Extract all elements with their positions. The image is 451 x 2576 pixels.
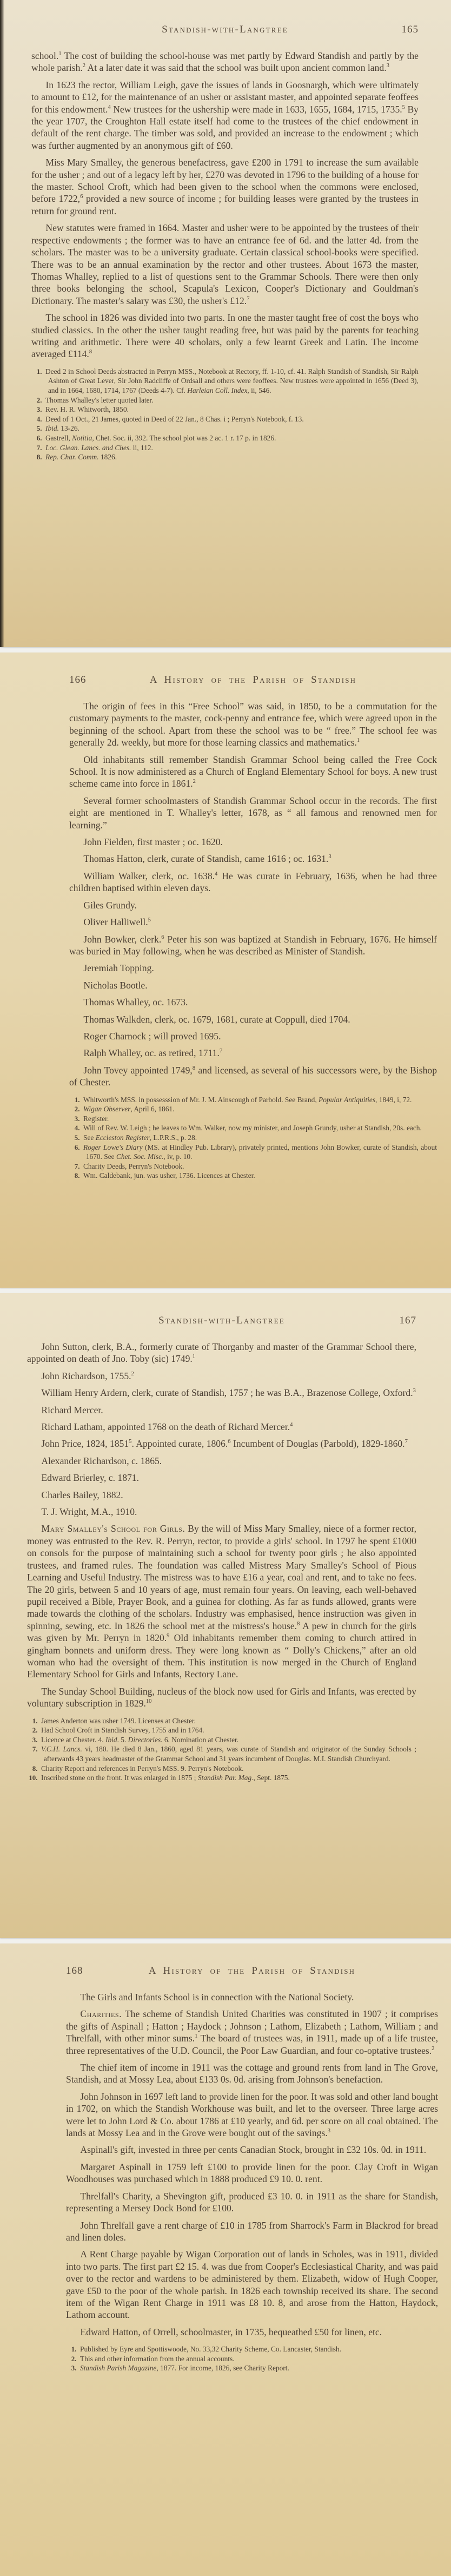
running-title: Standish-with-Langtree (162, 24, 288, 35)
paragraph: T. J. Wright, M.A., 1910. (41, 1506, 137, 1518)
paragraph: A Rent Charge payable by Wigan Corporation out of lands in Scholes, was in 1911, divided into two parts. The first part £2 15. 4. was due from Cooper's Ecclesiastical Charity, and was paid over to the rector and wardens to be administered by them. Elizabeth, widow of Hugh Cooper, gave £50 to the poor of the whole parish. In 1826 each township received its share. The second item of the Wigan Rent Charge in 1911 was £8 10. 8, and arose from the Hatton, Haydock, Lathom account. (66, 2249, 438, 2321)
footnote (27, 1716, 416, 1726)
footnote-text: Charity Deeds, Perryn's Notebook. (83, 1162, 184, 1170)
paragraph: John Price, 1824, 1851$^5$. Appointed curate, 1806.$^6$ Incumbent of Douglas (Parbold), 1829-1860.$^7$ (41, 1438, 408, 1450)
footnote-text: V.C.H. Lancs. vi, 180. He died 8 Jan., 1860, aged 81 years, was curate of Standish and originator of the Sunday Schools ; afterwards 43 years headmaster of the Grammar School and 31 years incumbent of Douglas. M.I. Standish Churchyard. (41, 1745, 416, 1763)
footnotes (69, 1095, 437, 1181)
footnote-number: 2. (32, 1726, 38, 1735)
footnote-number: 7. (74, 1162, 80, 1170)
footnote-text: Roger Lowe's Diary (MS. at Hindley Pub. Library), privately printed, mentions John Bowker, curate of Standish, about 1670. See Chet. Soc. Misc., iv, p. 10. (83, 1143, 437, 1161)
paragraph: Thomas Hatton, clerk, curate of Standish, came 1616 ; oc. 1631.$^3$ (83, 853, 331, 865)
footnote (27, 1735, 416, 1745)
footnote-number: 6. (74, 1143, 80, 1151)
footnote-number: 1. (71, 2345, 77, 2354)
paragraph: The chief item of income in 1911 was the cottage and ground rents from land in The Grove, Standish, and at Mossy Lea, about £133 0s. 0d. arising from Johnson's benefaction. (66, 2062, 438, 2085)
footnote-number: 7. (32, 1745, 38, 1754)
footnote-text: Whitworth's MSS. in possesssion of Mr. J. M. Ainscough of Parbold. See Brand, Popular Antiquities, 1849, i, 72. (83, 1095, 412, 1104)
running-title: A History of the Parish of Standish (149, 674, 357, 686)
footnote-number: 6. (36, 433, 42, 442)
footnote-text: Register. (83, 1114, 109, 1123)
page-number-right: 167 (399, 1315, 416, 1326)
paragraph: Richard Mercer. (41, 1404, 103, 1415)
footnote-number: 3. (71, 2364, 77, 2373)
footnote-number: 1. (36, 367, 42, 375)
page-body (69, 700, 437, 1089)
footnote (69, 1114, 437, 1124)
paragraph: Old inhabitants still remember Standish Grammar School being called the Free Cock School. It is now administered as a Church of England Elementary School for boys. A new trust scheme came into force in 1861.$^2$ (69, 754, 437, 789)
paragraph: John Sutton, clerk, B.A., formerly curate of Thorganby and master of the Grammar School there, appointed on death of Jno. Toby (sic) 1749.$^1$ (27, 1341, 416, 1365)
footnote (31, 443, 419, 453)
footnote-text: Thomas Whalley's letter quoted later. (45, 396, 154, 404)
footnote-text: Loc. Glean. Lancs. and Ches. ii, 112. (45, 443, 153, 452)
page-number-left: 168 (66, 1965, 83, 1977)
footnote-text: Ibid. 13-26. (45, 424, 79, 433)
footnote-number: 1. (32, 1716, 38, 1725)
footnote-number: 5. (36, 424, 42, 433)
footnote (31, 405, 419, 414)
page-body (31, 50, 419, 360)
paragraph: Richard Latham, appointed 1768 on the death of Richard Mercer.$^4$ (41, 1421, 293, 1433)
paragraph: John Bowker, clerk.$^6$ Peter his son was baptized at Standish in February, 1676. He himself was buried in May following, when he was described as Minister of Standish. (69, 933, 437, 957)
paragraph: Margaret Aspinall in 1759 left £100 to provide linen for the poor. Clay Croft in Wigan Woodhouses was purchased which in 1888 produced £9 10. 0. rent. (66, 2161, 438, 2185)
footnote-number: 2. (36, 396, 42, 404)
footnote (69, 1133, 437, 1143)
page-body (66, 1991, 438, 2338)
paragraph: Nicholas Bootle. (83, 979, 148, 991)
page-number-right: 165 (401, 24, 419, 35)
footnote-text: Rep. Char. Comm. 1826. (45, 453, 117, 462)
paragraph: Aspinall's gift, invested in three per cents Canadian Stock, brought in £32 10s. 0d. in 1911. (80, 2144, 427, 2156)
footnote-number: 3. (32, 1735, 38, 1744)
footnote (31, 452, 419, 462)
footnote-text: Had School Croft in Standish Survey, 1755 and in 1764. (41, 1726, 204, 1735)
footnote-number: 8. (32, 1764, 38, 1773)
running-title: A History of the Parish of Standish (148, 1965, 356, 1977)
footnote-number: 2. (71, 2354, 77, 2363)
footnote (31, 367, 419, 396)
footnote (66, 2354, 438, 2364)
paragraph: Jeremiah Topping. (83, 963, 154, 974)
paragraph: Edward Brierley, c. 1871. (41, 1472, 139, 1484)
page-header (69, 674, 437, 686)
page-header (66, 1965, 438, 1977)
paragraph: Alexander Richardson, c. 1865. (41, 1455, 162, 1466)
footnote-text: Licence at Chester. 4. Ibid. 5. Directories. 6. Nomination at Chester. (41, 1735, 239, 1744)
footnote (27, 1764, 416, 1774)
footnote-number: 3. (36, 405, 42, 414)
footnote (27, 1744, 416, 1763)
footnote-text: Deed 2 in School Deeds abstracted in Perryn MSS., Notebook at Rectory, ff. 1-10, cf. 41. Ralph Standish of Standish, Sir Ralph Ashton of Great Lever, Sir John Radcliffe of Ordsall and others were feoffees. New trustees were appointed in 1656 (Deed 3), and in 1664, 1680, 1714, 1767 (Deeds 4-7). Cf. Harleian Coll. Index, ii, 546. (45, 367, 419, 394)
footnote (66, 2344, 438, 2354)
page (0, 1943, 451, 2576)
paragraph: The origin of fees in this “Free School” was said, in 1850, to be a commutation for the customary payments to the master, cock-penny and entrance fee, which were agreed upon in the beginning of the school. Apart from these the school was to be “ free.” The school fee was generally 2d. weekly, but more for those learning classics and mathematics.$^1$ (69, 701, 437, 748)
paragraph: In 1623 the rector, William Leigh, gave the issues of lands in Goosnargh, which were ultimately to amount to £12, for the maintenance of an usher or assistant master, and appointed separate feoffees for this endowment.$^4$ New trustees for the ushership were made in 1633, 1655, 1684, 1715, 1735.$^5$ By the year 1707, the Croughton Hall estate itself had come to the trustees of the chief endowment in default of the rent charge. The timber was sold, and provided an increase to the endowment ; which was further augmented by an anonymous gift of £60. (31, 79, 419, 151)
footnote-number: 4. (74, 1124, 80, 1132)
footnotes (31, 367, 419, 462)
page-header (27, 1315, 416, 1327)
footnote (66, 2363, 438, 2373)
footnote-text: Inscribed stone on the front. It was enlarged in 1875 ; Standish Par. Mag., Sept. 1875. (41, 1774, 290, 1782)
footnote-number: 3. (74, 1114, 80, 1123)
footnotes (27, 1716, 416, 1783)
page (0, 0, 451, 647)
footnote-text: This and other information from the annual accounts. (80, 2354, 235, 2363)
page-number-left: 166 (69, 674, 87, 686)
paragraph: Ralph Whalley, oc. as retired, 1711.$^7$ (83, 1047, 223, 1059)
paragraph: Thomas Whalley, oc. 1673. (83, 997, 188, 1008)
page (0, 653, 451, 1288)
paragraph: William Henry Ardern, clerk, curate of Standish, 1757 ; he was B.A., Brazenose College, Oxford.$^3$ (41, 1387, 416, 1399)
footnote-text: Standish Parish Magazine, 1877. For income, 1826, see Charity Report. (80, 2364, 289, 2373)
footnote (69, 1171, 437, 1181)
paragraph: Several former schoolmasters of Standish Grammar School occur in the records. The first eight are mentioned in T. Whalley's letter, 1678, as “ all famous and renowned men for learning.” (69, 795, 437, 831)
footnote-text: Will of Rev. W. Leigh ; he leaves to Wm. Walker, now my minister, and Joseph Grundy, usher at Standish, 20s. each. (83, 1124, 422, 1132)
footnote (27, 1725, 416, 1735)
footnote (31, 433, 419, 443)
paragraph: Edward Hatton, of Orrell, schoolmaster, in 1735, bequeathed £50 for linen, etc. (80, 2326, 382, 2337)
footnote-number: 8. (36, 453, 42, 462)
paragraph: John Richardson, 1755.$^2$ (41, 1370, 134, 1381)
footnote-number: 10. (29, 1774, 38, 1782)
footnote (31, 396, 419, 405)
footnote (31, 424, 419, 433)
paragraph: Giles Grundy. (83, 899, 137, 911)
paragraph: New statutes were framed in 1664. Master and usher were to be appointed by the trustees of their respective endowments ; the former was to have an entrance fee of 6d. and the latter 4d. from the scholars. The master was to be a university graduate. Certain classical school-books were specified. There was to be an annual examination by the rector and other trustees. About 1673 the master, Thomas Whalley, replied to a list of questions sent to the Grammar Schools. There were then only three books belonging the school, Scapula's Lexicon, Cooper's Dictionary and Gouldman's Dictionary. The master's salary was £30, the usher's £12.$^7$ (31, 222, 419, 306)
footnotes (66, 2344, 438, 2373)
footnote (27, 1773, 416, 1783)
footnote (69, 1143, 437, 1162)
paragraph: school.$^1$ The cost of building the school-house was met partly by Edward Standish and partly by the whole parish.$^2$ At a later date it was said that the school was built upon ancient common land.$^3$ (31, 50, 419, 74)
paragraph: John Threlfall gave a rent charge of £10 in 1785 from Sharrock's Farm in Blackrod for bread and linen doles. (66, 2219, 438, 2243)
paragraph: The school in 1826 was divided into two parts. In one the master taught free of cost the boys who studied classics. In the other the usher taught reading free, but was paid by the parents for teaching writing and arithmetic. There were 40 scholars, only a few learnt Greek and Latin. The income averaged £114.$^8$ (31, 312, 419, 360)
footnote-number: 2. (74, 1105, 80, 1114)
footnote-text: Wm. Caldebank, jun. was usher, 1736. Licences at Chester. (83, 1171, 255, 1180)
paragraph: The Girls and Infants School is in connection with the National Society. (80, 1992, 354, 2002)
footnote-number: 1. (74, 1095, 80, 1104)
footnote-text: Gastrell, Notitia, Chet. Soc. ii, 392. The school plot was 2 ac. 1 r. 17 p. in 1826. (45, 433, 276, 442)
footnote-text: Deed of 1 Oct., 21 James, quoted in Deed of 22 Jan., 8 Chas. i ; Perryn's Notebook, f. 13. (45, 414, 304, 423)
footnote-text: Wigan Observer, April 6, 1861. (83, 1105, 175, 1114)
paragraph: Thomas Walkden, clerk, oc. 1679, 1681, curate at Coppull, died 1704. (83, 1013, 350, 1025)
footnote (69, 1095, 437, 1105)
paragraph: John Tovey appointed 1749,$^8$ and licensed, as several of his successors were, by the Bishop of Chester. (69, 1064, 437, 1088)
paragraph: Oliver Halliwell.$^5$ (83, 917, 151, 928)
paragraph: Roger Charnock ; will proved 1695. (83, 1030, 221, 1042)
page (0, 1293, 451, 1938)
footnote-text: Charity Report and references in Perryn's MSS. 9. Perryn's Notebook. (41, 1764, 244, 1773)
footnote (69, 1123, 437, 1133)
footnote (69, 1162, 437, 1171)
footnote-text: James Anderton was usher 1749. Licenses at Chester. (41, 1716, 196, 1725)
footnote-text: Rev. H. R. Whitworth, 1850. (45, 405, 129, 414)
paragraph: John Johnson in 1697 left land to provide linen for the poor. It was sold and other land bought in 1702, on which the Standish Workhouse was built, and let to the overseer. Three large acres were let to John Lord & Co. about 1786 at £10 yearly, and 6d. per score on all coal obtained. The lands at Mossy Lea and in the Grove were bought out of the savings.$^3$ (66, 2091, 438, 2139)
paragraph: Miss Mary Smalley, the generous benefactress, gave £200 in 1791 to increase the sum available for the usher ; and out of a legacy left by her, £270 was devoted in 1796 to the building of a house for the master. School Croft, which had been given to the school when the commons were enclosed, before 1722,$^6$ provided a new source of income ; for building leases were granted by the trustees in return for ground rent. (31, 157, 419, 216)
paragraph: The Sunday School Building, nucleus of the block now used for Girls and Infants, was erected by voluntary subscription in 1829.10 (27, 1685, 416, 1709)
footnote (31, 414, 419, 424)
paragraph: Mary Smalley's School for Girls. By the will of Miss Mary Smalley, niece of a former rector, money was entrusted to the Rev. R. Perryn, rector, to provide a girls' school. In 1797 he spent £1000 on consols for the purpose of maintaining such a school for twenty poor girls ; he also appointed trustees, and framed rules. The foundation was called Mistress Mary Smalley's School of Pious Learning and Useful Industry. The mistress was to have £16 a year, coal and rent, and to take no fees. The 20 girls, between 5 and 10 years of age, must remain four years. On leaving, each well-behaved pupil received a Bible, Prayer Book, and a guinea for clothing. As far as funds allowed, grants were made towards the clothing of the scholars. Industry was emphasised, hence instruction was given in spinning, sewing, etc. In 1826 the school met at the mistress's house.$^8$ A pew in church for the girls was given by Mr. Perryn in 1820.$^9$ Old inhabitants remember them coming to church attired in gingham bonnets and uniform dress. They were long known as “ Dolly's Chickens,” after an old woman who had the oversight of them. This institution is now merged in the Church of England Elementary School for Girls and Infants, Rectory Lane. (27, 1523, 417, 1680)
footnote-text: Published by Eyre and Spottiswoode, No. 33,32 Charity Scheme, Co. Lancaster, Standish. (80, 2345, 341, 2354)
footnote-number: 4. (36, 414, 42, 423)
paragraph: William Walker, clerk, oc. 1638.$^4$ He was curate in February, 1636, when he had three children baptised within eleven days. (69, 870, 437, 894)
footnote-number: 7. (36, 443, 42, 452)
paragraph: John Fielden, first master ; oc. 1620. (83, 836, 223, 848)
footnote (69, 1104, 437, 1114)
paragraph: Charles Bailey, 1882. (41, 1489, 123, 1500)
page-header (31, 24, 419, 36)
paragraph: Charities. The scheme of Standish United Charities was constituted in 1907 ; it comprises the gifts of Aspinall ; Hatton ; Haydock ; Johnson ; Lathom, Elizabeth ; Lathom, William ; and Threlfall, with other minor sums.$^1$ The board of trustees was, in 1911, made up of a life trustee, three representatives of the U.D. Council, the Poor Law Guardian, and four co-optative trustees.$^2$ (66, 2008, 438, 2056)
footnote-number: 5. (74, 1133, 80, 1142)
page-body (27, 1341, 416, 1710)
paragraph: Threlfall's Charity, a Shevington gift, produced £3 10. 0. in 1911 as the share for Standish, representing a Mersey Dock Bond for £100. (66, 2190, 438, 2214)
running-title: Standish-with-Langtree (158, 1315, 285, 1326)
footnote-text: See Eccleston Register, L.P.R.S., p. 28. (83, 1133, 197, 1142)
footnote-number: 8. (74, 1171, 80, 1180)
